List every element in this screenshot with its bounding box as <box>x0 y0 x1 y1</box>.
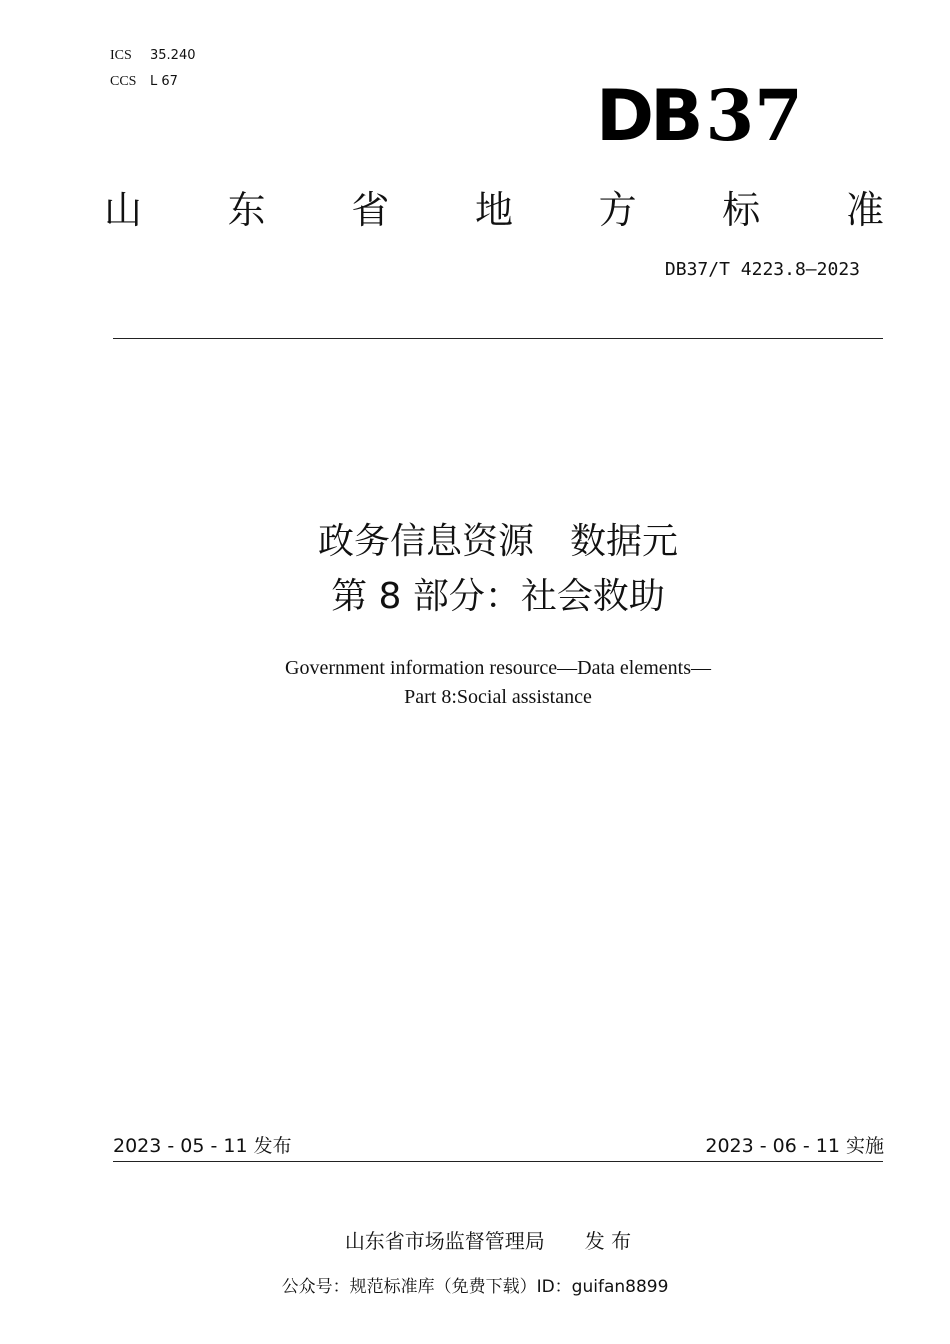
ccs-label: CCS <box>110 74 137 89</box>
category-char: 省 <box>351 188 390 232</box>
ccs-value: L 67 <box>150 74 178 89</box>
standard-number: DB37/T 4223.8—2023 <box>664 259 860 280</box>
top-divider <box>113 338 883 339</box>
issuing-authority: 山东省市场监督管理局 发 布 <box>344 1229 632 1253</box>
logo-prefix: DB <box>596 75 700 157</box>
title-cn-line-1: 政务信息资源 数据元 <box>317 521 678 562</box>
standard-category <box>104 182 884 238</box>
watermark-text: 公众号：规范标准库（免费下载）ID：guifan8899 <box>281 1277 669 1297</box>
category-char: 东 <box>227 188 266 232</box>
implementation-date: 2023 - 06 - 11 实施 <box>705 1135 884 1157</box>
title-cn-line-2: 第 8 部分：社会救助 <box>331 576 665 617</box>
db37-logo <box>596 76 826 156</box>
logo-number: 37 <box>705 74 803 157</box>
bottom-divider <box>113 1161 883 1162</box>
ics-value: 35.240 <box>150 48 196 63</box>
title-en-line-1: Government information resource—Data elements— <box>285 657 711 679</box>
ics-classification <box>110 46 196 65</box>
issue-date: 2023 - 05 - 11 发布 <box>113 1135 292 1157</box>
ccs-classification <box>110 72 178 91</box>
title-en-line-2: Part 8:Social assistance <box>404 686 592 708</box>
category-char: 准 <box>845 188 884 232</box>
category-char: 山 <box>104 188 143 232</box>
ics-label: ICS <box>110 48 132 63</box>
category-char: 标 <box>722 188 761 232</box>
category-char: 地 <box>474 188 513 232</box>
category-char: 方 <box>598 188 637 232</box>
